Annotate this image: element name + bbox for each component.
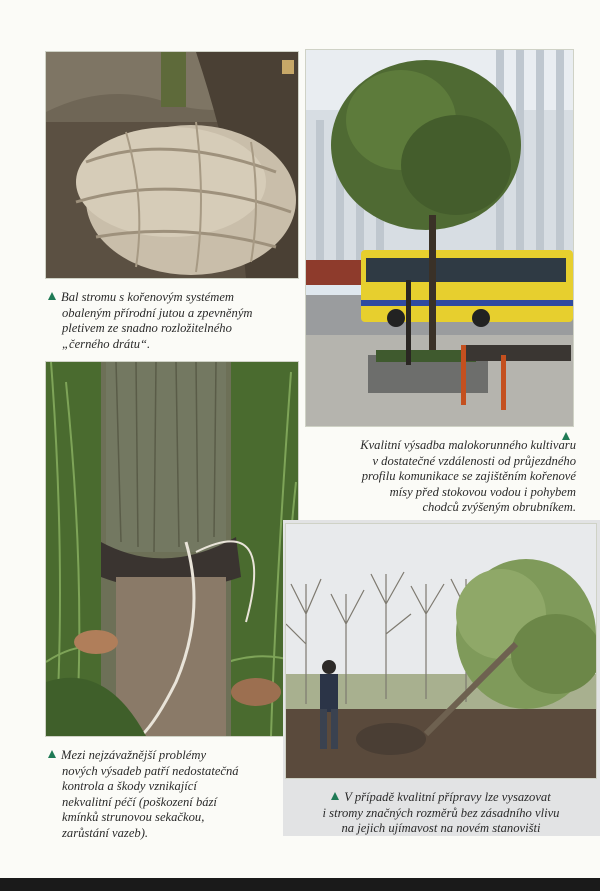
root-ball-caption: Bal stromu s kořenovým systémem obaleným přírodní jutou a zpevněným pletivem ze snadno rozložitelného „černého drátu“.: [48, 290, 298, 352]
root-ball-photo: [46, 52, 298, 278]
trunk-damage-caption: Mezi nejzávažnější problémy nových výsadeb patří nedostatečná kontrola a škody vznikající nekvalitní péčí (poškození bází kmínků strunovou sekačkou, zarůstání vazeb).: [48, 748, 288, 842]
large-trees-caption: V případě kvalitní přípravy lze vysazovat i stromy značných rozměrů bez zásadního vlivu na jejich ujímavost na novém stanovišti: [322, 790, 560, 836]
street-planting-caption: Kvalitní výsadba malokorunného kultivaru v dostatečné vzdálenosti od průjezdného profilu komunikace se zajištěním kořenové mísy před stokovou vodou i pohybem chodců zvýšeným obrubníkem.: [306, 438, 576, 516]
triangle-marker-icon: [331, 792, 339, 800]
trunk-damage-image: [46, 362, 298, 736]
street-planting-image: [306, 50, 573, 426]
trunk-damage-photo: [46, 362, 298, 736]
triangle-marker-icon: [562, 432, 570, 440]
large-trees-image: [286, 524, 596, 778]
large-trees-photo: [286, 524, 596, 778]
triangle-marker-icon: [48, 292, 56, 300]
root-ball-image: [46, 52, 298, 278]
page-edge-strip: [0, 878, 600, 891]
street-planting-photo: [306, 50, 573, 426]
triangle-marker-icon: [48, 750, 56, 758]
